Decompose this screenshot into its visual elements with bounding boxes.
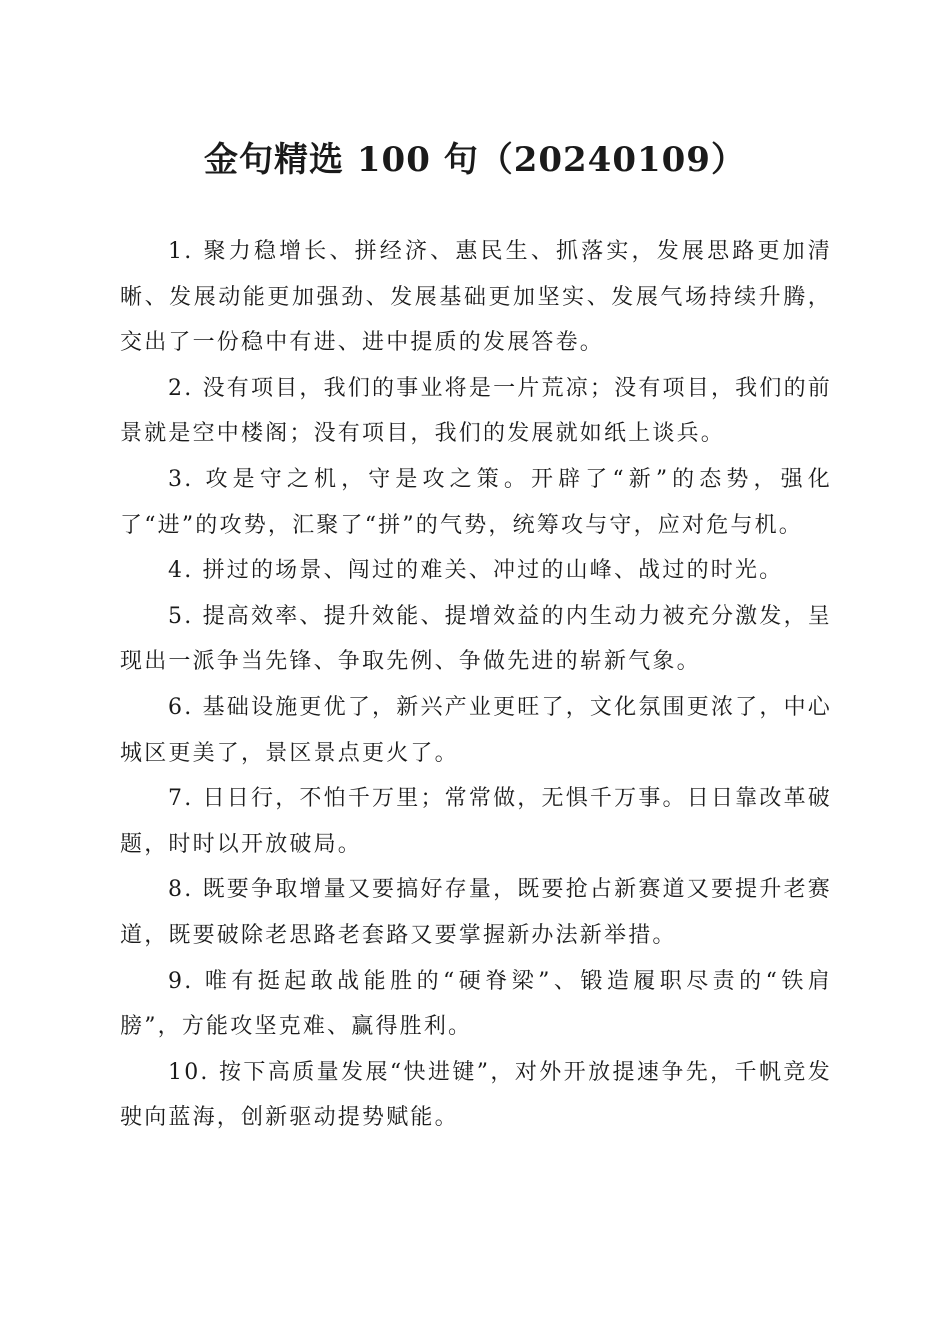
quote-paragraph-9: 9. 唯有挺起敢战能胜的“硬脊梁”、锻造履职尽责的“铁肩膀”，方能攻坚克难、赢得胜利。 <box>120 968 832 1040</box>
quote-paragraph-3: 3. 攻是守之机，守是攻之策。开辟了“新”的态势，强化了“进”的攻势，汇聚了“拼”的气势，统筹攻与守，应对危与机。 <box>120 466 832 538</box>
page-title: 金句精选 100 句（20240109） <box>204 140 746 180</box>
quote-paragraph-7: 7. 日日行，不怕千万里；常常做，无惧千万事。日日靠改革破题，时时以开放破局。 <box>120 786 832 857</box>
quote-paragraph-10: 10. 按下高质量发展“快进键”，对外开放提速争先，千帆竞发驶向蓝海，创新驱动提势赋能。 <box>120 1059 832 1131</box>
quote-paragraph-2: 2. 没有项目，我们的事业将是一片荒凉；没有项目，我们的前景就是空中楼阁；没有项目，我们的发展就如纸上谈兵。 <box>120 375 832 447</box>
quote-paragraph-5: 5. 提高效率、提升效能、提增效益的内生动力被充分激发，呈现出一派争当先锋、争取先例、争做先进的崭新气象。 <box>120 603 832 675</box>
document-body <box>120 229 832 1141</box>
quote-paragraph-1: 1. 聚力稳增长、拼经济、惠民生、抓落实，发展思路更加清晰、发展动能更加强劲、发展基础更加坚实、发展气场持续升腾，交出了一份稳中有进、进中提质的发展答卷。 <box>120 239 832 356</box>
quote-paragraph-4: 4. 拼过的场景、闯过的难关、冲过的山峰、战过的时光。 <box>168 558 784 584</box>
quote-paragraph-6: 6. 基础设施更优了，新兴产业更旺了，文化氛围更浓了，中心城区更美了，景区景点更火了。 <box>120 694 832 766</box>
quote-paragraph-8: 8. 既要争取增量又要搞好存量，既要抢占新赛道又要提升老赛道，既要破除老思路老套路又要掌握新办法新举措。 <box>120 877 832 948</box>
